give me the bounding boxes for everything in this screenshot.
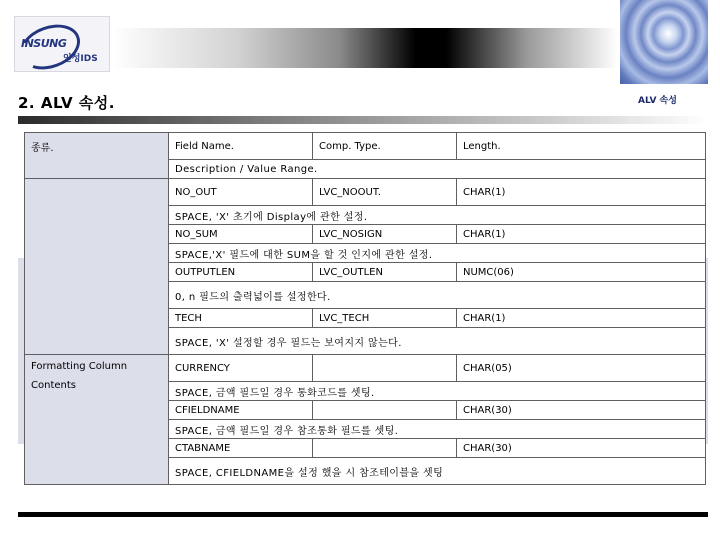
length-header: Length. bbox=[457, 133, 706, 160]
field-name-header: Field Name. bbox=[169, 133, 313, 160]
comp-type-cell: LVC_TECH bbox=[313, 309, 457, 328]
length-cell: CHAR(1) bbox=[457, 309, 706, 328]
description-cell: SPACE, 'X' 초기에 Display에 관한 설정. bbox=[169, 206, 706, 225]
table-header-row bbox=[25, 133, 706, 160]
table-row bbox=[25, 179, 706, 206]
footer-divider bbox=[18, 512, 708, 517]
description-cell: SPACE, 'X' 설정할 경우 필드는 보여지지 않는다. bbox=[169, 328, 706, 355]
category-cell-blank bbox=[25, 179, 169, 355]
comp-type-cell bbox=[313, 401, 457, 420]
description-cell: SPACE, 금액 필드일 경우 참조통화 필드를 셋팅. bbox=[169, 420, 706, 439]
comp-type-cell: LVC_NOOUT. bbox=[313, 179, 457, 206]
comp-type-cell: LVC_OUTLEN bbox=[313, 263, 457, 282]
logo-text: INSUNG bbox=[21, 37, 67, 50]
header-gradient-bar bbox=[112, 28, 618, 68]
water-ripple-image bbox=[620, 0, 708, 84]
formatting-category-cell bbox=[25, 355, 169, 485]
formatting-category-line2: Contents bbox=[31, 380, 76, 391]
field-name-cell: OUTPUTLEN bbox=[169, 263, 313, 282]
category-header: 종류. bbox=[25, 133, 169, 179]
comp-type-cell bbox=[313, 439, 457, 458]
length-cell: CHAR(30) bbox=[457, 439, 706, 458]
length-cell: CHAR(30) bbox=[457, 401, 706, 420]
comp-type-cell: LVC_NOSIGN bbox=[313, 225, 457, 244]
length-cell: NUMC(06) bbox=[457, 263, 706, 282]
length-cell: CHAR(1) bbox=[457, 225, 706, 244]
field-name-cell: TECH bbox=[169, 309, 313, 328]
alv-attribute-table bbox=[24, 132, 706, 485]
comp-type-cell bbox=[313, 355, 457, 382]
section-label: ALV 속성 bbox=[638, 96, 677, 106]
field-name-cell: CURRENCY bbox=[169, 355, 313, 382]
length-cell: CHAR(05) bbox=[457, 355, 706, 382]
length-cell: CHAR(1) bbox=[457, 179, 706, 206]
field-name-cell: CTABNAME bbox=[169, 439, 313, 458]
table-row bbox=[25, 355, 706, 382]
comp-type-header: Comp. Type. bbox=[313, 133, 457, 160]
description-header: Description / Value Range. bbox=[169, 160, 706, 179]
description-cell: 0, n 필드의 출력넓이를 설정한다. bbox=[169, 282, 706, 309]
field-name-cell: NO_SUM bbox=[169, 225, 313, 244]
description-cell: SPACE,'X' 필드에 대한 SUM을 할 것 인지에 관한 설정. bbox=[169, 244, 706, 263]
field-name-cell: CFIELDNAME bbox=[169, 401, 313, 420]
company-logo bbox=[14, 16, 110, 72]
field-name-cell: NO_OUT bbox=[169, 179, 313, 206]
description-cell: SPACE, CFIELDNAME을 설정 했을 시 참조테이블을 셋팅 bbox=[169, 458, 706, 485]
logo-subtext: 인성IDS bbox=[63, 54, 98, 64]
formatting-category-line1: Formatting Column bbox=[31, 361, 128, 372]
title-divider bbox=[18, 116, 708, 124]
description-cell: SPACE, 금액 필드일 경우 통화코드를 셋팅. bbox=[169, 382, 706, 401]
page-title: 2. ALV 속성. bbox=[18, 94, 115, 112]
